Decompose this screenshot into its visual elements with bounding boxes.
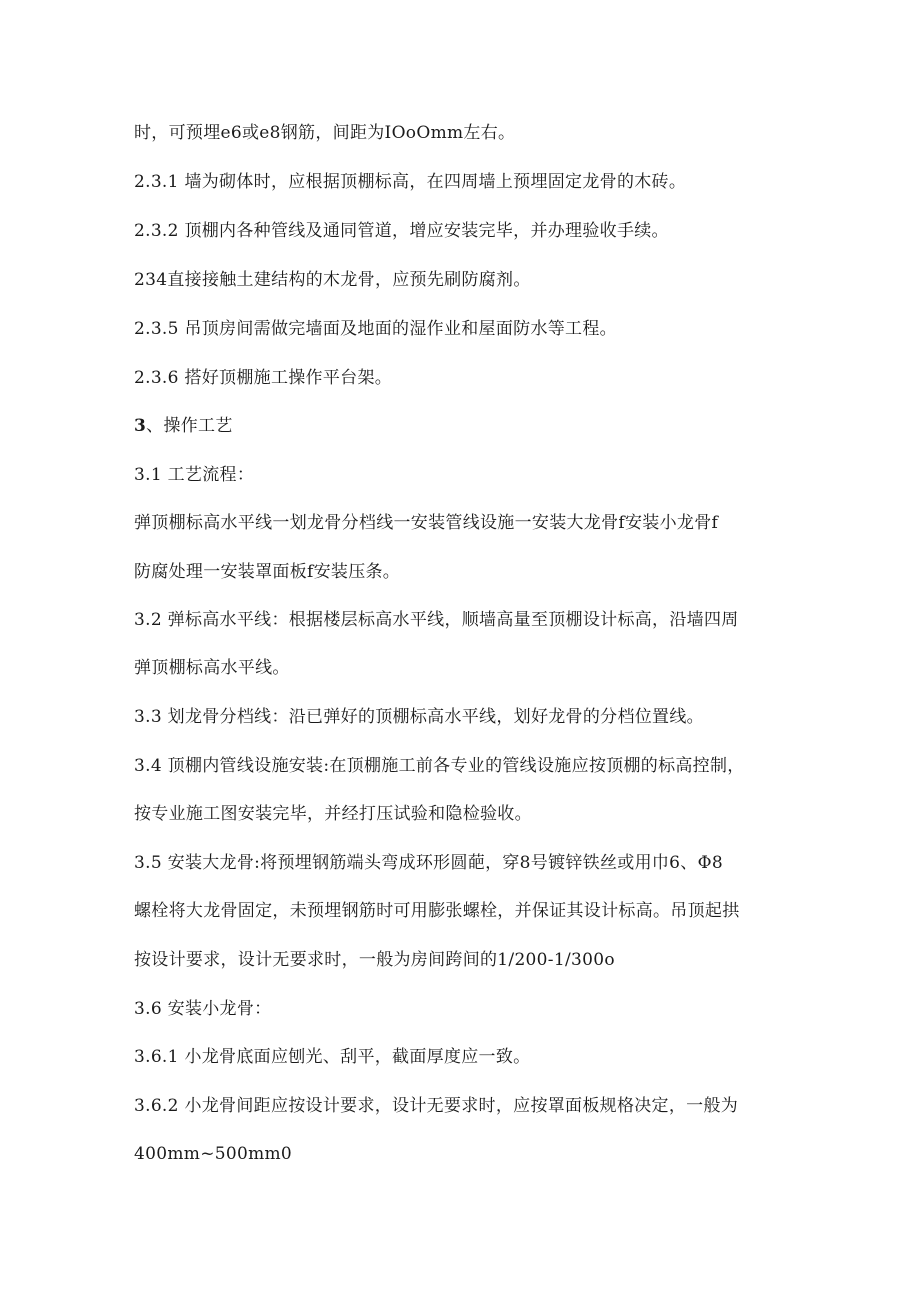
text-line-2-3-2: 2.3.2 顶棚内各种管线及通同管道，增应安装完毕，并办理验收手续。 [134, 221, 669, 241]
text-line-3-5-cont-2: 按设计要求，设计无要求时，一般为房间跨间的1/200-1/300o [134, 950, 615, 970]
text-line-3-4: 3.4 顶棚内管线设施安装:在顶棚施工前各专业的管线设施应按顶棚的标高控制， [134, 756, 745, 776]
text-line-2-3-1: 2.3.1 墙为砌体时，应根据顶棚标高，在四周墙上预埋固定龙骨的木砖。 [134, 172, 687, 192]
text-line-2-3-6: 2.3.6 搭好顶棚施工操作平台架。 [134, 368, 393, 388]
text-line-3-2: 3.2 弹标高水平线：根据楼层标高水平线，顺墙高量至顶棚设计标高，沿墙四周 [134, 610, 739, 630]
text-line-flow-2: 防腐处理一安装罩面板f安装压条。 [134, 562, 401, 582]
text-line-3-5: 3.5 安装大龙骨:将预埋钢筋端头弯成环形圆葩，穿8号镀锌铁丝或用巾6、Φ8 [134, 853, 723, 873]
section-heading-3 [134, 415, 233, 437]
text-line-3-6-2: 3.6.2 小龙骨间距应按设计要求，设计无要求时，应按罩面板规格决定，一般为 [134, 1096, 739, 1116]
text-line-flow-1: 弹顶棚标高水平线一划龙骨分档线一安装管线设施一安装大龙骨f安装小龙骨f [134, 513, 719, 533]
text-line-3-4-cont: 按专业施工图安装完毕，并经打压试验和隐检验收。 [134, 804, 532, 824]
text-line-3-6-1: 3.6.1 小龙骨底面应刨光、刮平，截面厚度应一致。 [134, 1047, 531, 1067]
text-line-3-2-cont: 弹顶棚标高水平线。 [134, 658, 290, 678]
text-line-3-6-2-cont: 400mm~500mm0 [134, 1144, 293, 1164]
section-title: 、操作工艺 [146, 416, 233, 436]
section-number: 3 [134, 416, 147, 436]
text-line-3-3: 3.3 划龙骨分档线：沿已弹好的顶棚标高水平线，划好龙骨的分档位置线。 [134, 707, 704, 727]
text-line-1: 时，可预埋e6或e8钢筋，间距为IOoOmm左右。 [134, 123, 516, 143]
text-line-3-5-cont-1: 螺栓将大龙骨固定，未预埋钢筋时可用膨张螺栓，并保证其设计标高。吊顶起拱 [134, 901, 740, 921]
text-line-2-3-4: 234直接接触土建结构的木龙骨，应预先刷防腐剂。 [134, 270, 531, 290]
text-line-3-1: 3.1 工艺流程： [134, 465, 255, 485]
text-line-2-3-5: 2.3.5 吊顶房间需做完墙面及地面的湿作业和屋面防水等工程。 [134, 319, 617, 339]
text-line-3-6: 3.6 安装小龙骨： [134, 999, 272, 1019]
